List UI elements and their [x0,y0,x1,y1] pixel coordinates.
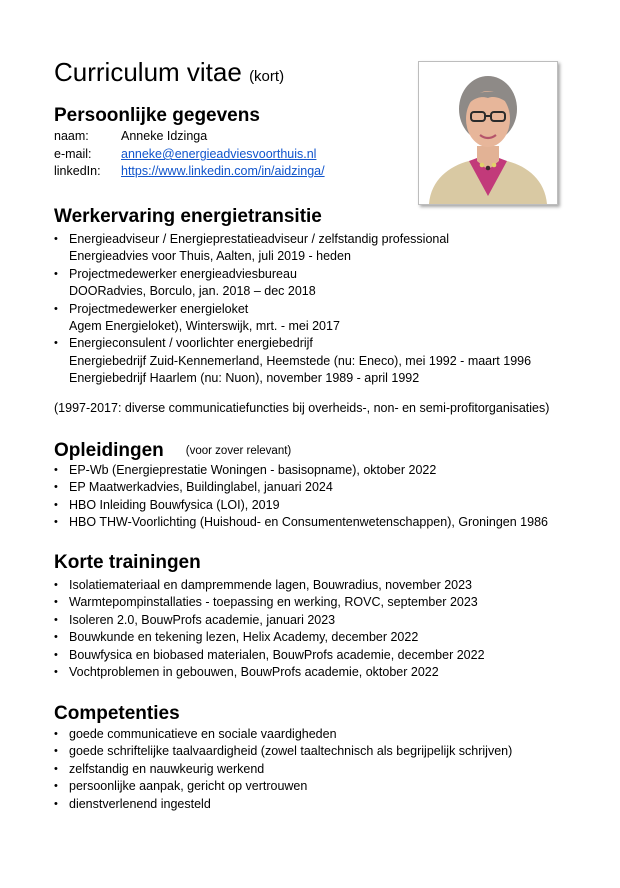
personal-row-name [54,128,207,145]
work-role: • Projectmedewerker energieadviesbureau [69,266,297,281]
work-detail: Agem Energieloket), Winterswijk, mrt. - mei 2017 [69,319,340,334]
label-email: e-mail: [54,147,92,161]
work-detail: Energieadvies voor Thuis, Aalten, juli 2019 - heden [69,249,351,264]
profile-photo [418,61,558,205]
trainings-list [54,577,485,681]
list-item: • Isoleren 2.0, BouwProfs academie, januari 2023 [54,612,485,629]
work-detail: Energiebedrijf Haarlem (nu: Nuon), november 1989 - april 1992 [69,371,420,386]
education-note: (voor zover relevant) [185,445,292,457]
work-list [54,231,531,388]
heading-education [54,440,291,462]
label-name: naam: [54,129,89,143]
linkedin-link[interactable]: https://www.linkedin.com/in/aidzinga/ [121,164,325,178]
list-item: • Bouwfysica en biobased materialen, BouwProfs academie, december 2022 [54,647,485,664]
work-role: • Energieadviseur / Energieprestatieadviseur / zelfstandig professional [69,232,450,246]
list-item: • Bouwkunde en tekening lezen, Helix Academy, december 2022 [54,629,485,646]
work-role: • Energieconsulent / voorlichter energiebedrijf [69,336,313,351]
list-item: • Warmtepompinstallaties - toepassing en werking, ROVC, september 2023 [54,594,485,611]
portrait-illustration [419,62,557,204]
title-suffix: (kort) [249,68,285,85]
list-item: • HBO THW-Voorlichting (Huishoud- en Consumentenwetenschappen), Groningen 1986 [54,514,548,531]
list-item: • dienstverlenend ingesteld [54,796,512,813]
work-detail: Energiebedrijf Zuid-Kennemerland, Heemstede (nu: Eneco), mei 1992 - maart 1996 [69,353,532,368]
page-title [54,57,284,92]
list-item: • goede schriftelijke taalvaardigheid (zowel taaltechnisch als begrijpelijk schrijven) [54,743,512,760]
title-main: Curriculum vitae [54,57,242,87]
list-item: • goede communicatieve en sociale vaardigheden [54,726,512,743]
list-item: • zelfstandig en nauwkeurig werkend [54,761,512,778]
work-note: (1997-2017: diverse communicatiefuncties bij overheids-, non- en semi-profitorganisaties) [54,401,550,415]
work-detail: DOORadvies, Borculo, jan. 2018 – dec 2018 [69,284,316,299]
list-item [54,231,531,266]
list-item: • Vochtproblemen in gebouwen, BouwProfs academie, oktober 2022 [54,664,485,681]
personal-row-linkedin [54,163,325,180]
list-item: • HBO Inleiding Bouwfysica (LOI), 2019 [54,497,548,514]
education-heading-text: Opleidingen [54,440,164,461]
list-item: • Isolatiemateriaal en dampremmende lagen, Bouwradius, november 2023 [54,577,485,594]
heading-work: Werkervaring energietransitie [54,206,322,227]
list-item [54,335,531,387]
heading-personal: Persoonlijke gegevens [54,105,260,126]
list-item [54,301,531,336]
list-item: • persoonlijke aanpak, gericht op vertrouwen [54,778,512,795]
personal-row-email [54,146,316,163]
competencies-list [54,726,512,813]
email-link[interactable]: anneke@energieadviesvoorthuis.nl [121,147,317,161]
list-item: • EP-Wb (Energieprestatie Woningen - basisopname), oktober 2022 [54,462,548,479]
value-name: Anneke Idzinga [121,129,208,143]
education-list [54,462,548,532]
list-item [54,266,531,301]
list-item: • EP Maatwerkadvies, Buildinglabel, januari 2024 [54,479,548,496]
label-linkedin: linkedIn: [54,164,101,178]
heading-competencies: Competenties [54,703,180,724]
work-role: • Projectmedewerker energieloket [69,301,249,316]
heading-trainings: Korte trainingen [54,552,201,573]
